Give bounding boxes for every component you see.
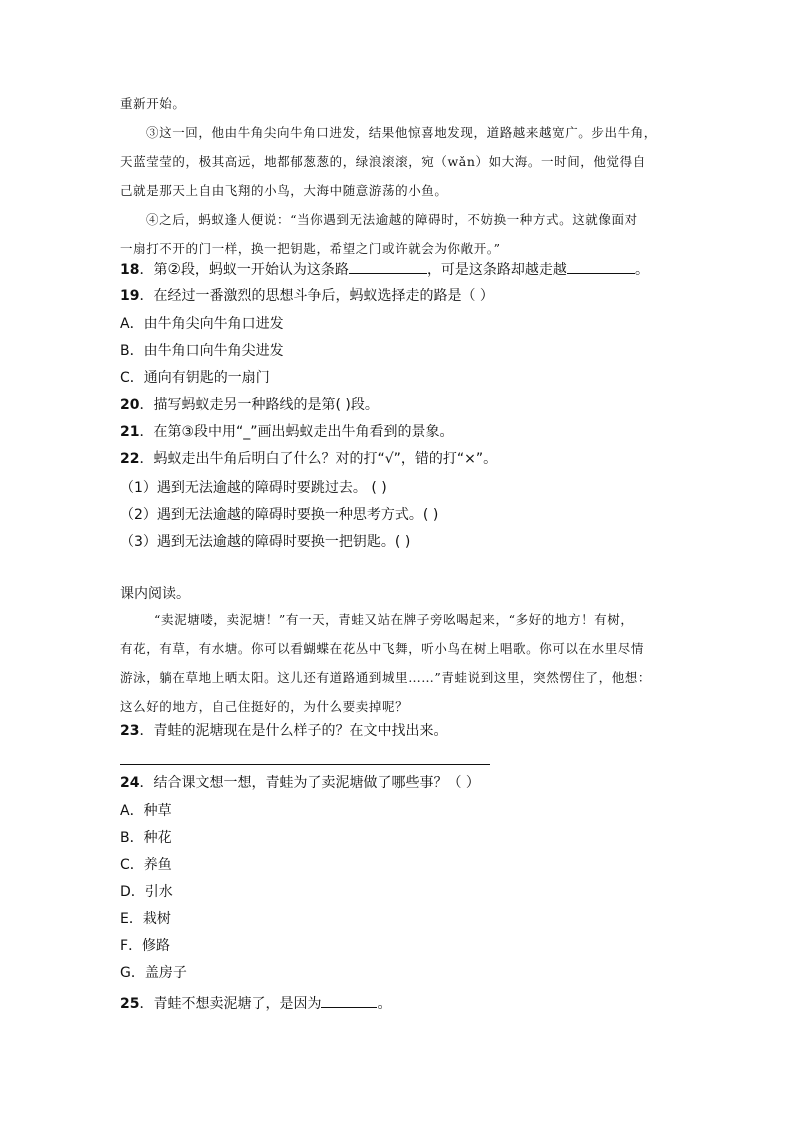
option-c[interactable] (120, 368, 270, 388)
option-text: ．种花 (129, 830, 172, 846)
answer-blank[interactable] (349, 259, 427, 274)
option-text: ．盖房子 (130, 965, 187, 981)
option-d[interactable] (120, 882, 173, 902)
question-number: 25 (120, 996, 140, 1012)
question-number: 20 (120, 397, 140, 413)
question-23 (120, 721, 447, 741)
question-number: 23 (120, 723, 140, 739)
question-text: ．第 (139, 262, 168, 278)
option-letter: B (120, 830, 130, 846)
circled-number: ② (167, 260, 181, 278)
option-letter: A (120, 316, 130, 332)
question-24 (120, 773, 480, 793)
passage-line: 这么好的地方，自己住挺好的，为什么要卖掉呢？ (120, 699, 409, 714)
option-letter: D (120, 884, 131, 900)
question-22-item-1[interactable]: （1）遇到无法逾越的障碍时要跳过去。 ( ) (120, 480, 387, 496)
passage-line: 重新开始。 (120, 96, 186, 111)
answer-blank[interactable] (321, 993, 377, 1008)
option-text: ．修路 (128, 938, 171, 954)
question-text: ．描写蚂蚁走另一种路线的是第( )段。 (139, 397, 379, 413)
option-text: ．种草 (129, 803, 172, 819)
option-text: ．栽树 (128, 911, 171, 927)
question-number: 24 (120, 775, 140, 791)
option-f[interactable] (120, 936, 170, 956)
question-text: ．在第③段中用“_”画出蚂蚁走出牛角看到的景象。 (139, 424, 454, 440)
question-21 (120, 422, 454, 442)
passage-paragraph-4-line: ④之后，蚂蚁逢人便说：“当你遇到无法逾越的障碍时，不妨换一种方式。这就像面对 (146, 212, 638, 227)
question-22 (120, 449, 497, 469)
question-18 (120, 259, 649, 280)
passage-paragraph-3-line: 己就是那天上自由飞翔的小鸟，大海中随意游荡的小鱼。 (120, 183, 448, 198)
option-letter: G (120, 965, 131, 981)
passage-paragraph-4-line: 一扇打不开的门一样，换一把钥匙，希望之门或许就会为你敞开。” (120, 241, 501, 256)
option-text: ．引水 (130, 884, 173, 900)
option-text: ．养鱼 (129, 857, 172, 873)
question-22-item-3[interactable]: （3）遇到无法逾越的障碍时要换一把钥匙。( ) (120, 534, 411, 550)
option-c[interactable] (120, 855, 172, 875)
option-letter: F (120, 938, 129, 954)
passage-paragraph-3-line: 天蓝莹莹的，极其高远，地都郁葱葱的，绿浪滚滚，宛（wǎn）如大海。一时间，他觉得自 (120, 154, 646, 169)
option-letter: A (120, 803, 130, 819)
option-text: ．由牛角尖向牛角口进发 (129, 316, 284, 332)
question-number: 18 (120, 262, 140, 278)
option-letter: C (120, 370, 130, 386)
answer-blank[interactable] (567, 259, 635, 274)
passage-line: “卖泥塘喽，卖泥塘！”有一天，青蛙又站在牌子旁吆喝起来，“多好的地方！有树， (154, 612, 634, 627)
option-b[interactable] (120, 341, 284, 361)
option-letter: B (120, 343, 130, 359)
option-text: ．由牛角口向牛角尖进发 (129, 343, 284, 359)
option-g[interactable] (120, 963, 187, 983)
question-number: 22 (120, 451, 140, 467)
question-text: 段，蚂蚁一开始认为这条路 (180, 262, 349, 278)
question-19 (120, 286, 494, 306)
option-a[interactable] (120, 801, 172, 821)
passage-line: 有花，有草，有水塘。你可以看蝴蝶在花丛中飞舞，听小鸟在树上唱歌。你可以在水里尽情 (120, 641, 645, 656)
question-number: 21 (120, 424, 140, 440)
question-22-item-2[interactable]: （2）遇到无法逾越的障碍时要换一种思考方式。( ) (120, 507, 439, 523)
question-text: 。 (377, 996, 392, 1012)
passage-frog (120, 605, 680, 721)
option-a[interactable] (120, 314, 284, 334)
question-text: 。 (634, 262, 649, 278)
option-e[interactable] (120, 909, 171, 929)
question-25 (120, 993, 391, 1014)
question-text: ．蚂蚁走出牛角后明白了什么？对的打“√”，错的打“×”。 (139, 451, 498, 467)
question-text: ，可是这条路却越走越 (426, 262, 567, 278)
question-text: ．结合课文想一想，青蛙为了卖泥塘做了哪些事？（ ） (139, 775, 480, 791)
question-text: ．青蛙不想卖泥塘了，是因为 (139, 996, 322, 1012)
passage-ant (120, 89, 680, 263)
passage-line: 游泳，躺在草地上晒太阳。这儿还有道路通到城里……”青蛙说到这里，突然愣住了，他想： (120, 670, 651, 685)
passage-paragraph-3-line: ③这一回，他由牛角尖向牛角口进发，结果他惊喜地发现，道路越来越宽广。步出牛角， (146, 125, 657, 140)
answer-line[interactable] (120, 764, 490, 765)
option-b[interactable] (120, 828, 172, 848)
section-heading: 课内阅读。 (120, 586, 190, 602)
question-text: ．在经过一番激烈的思想斗争后，蚂蚁选择走的路是（ ） (139, 288, 494, 304)
question-number: 19 (120, 288, 140, 304)
option-letter: C (120, 857, 130, 873)
option-text: ．通向有钥匙的一扇门 (129, 370, 270, 386)
question-20 (120, 395, 379, 415)
option-letter: E (120, 911, 129, 927)
question-text: ．青蛙的泥塘现在是什么样子的？在文中找出来。 (139, 723, 448, 739)
